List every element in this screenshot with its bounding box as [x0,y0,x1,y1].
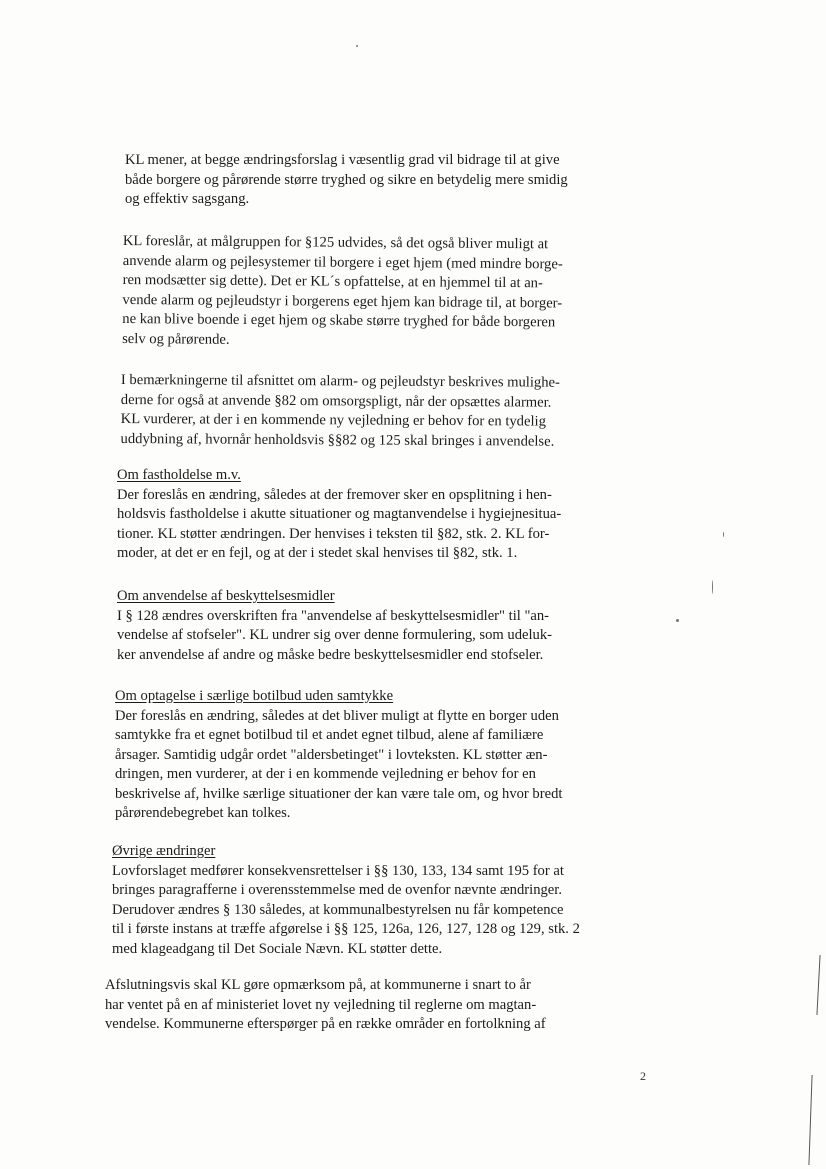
text-line: med klageadgang til Det Sociale Nævn. KL støtter dette. [112,940,443,957]
scan-speck [712,580,713,594]
text-line: anvende alarm og pejlesystemer til borgere i eget hjem (med mindre borge- [122,252,563,272]
text-line: og effektiv sagsgang. [125,191,250,207]
paragraph-intro [125,151,623,210]
section-botilbud [115,687,613,824]
paragraph-closing [105,976,603,1035]
text-line: tioner. KL støtter ændringen. Der henvises i teksten til §82, stk. 2. KL for- [117,525,550,542]
text-line: I bemærkningerne til afsnittet om alarm- og pejleudstyr beskrives mulighe- [120,371,560,391]
text-line: beskrivelse af, hvilke særlige situationer der kan være tale om, og hvor bredt [115,785,563,802]
text-line: KL vurderer, at der i en kommende ny vejledning er behov for en tydelig [120,410,546,430]
section-ovrige [112,842,610,959]
paragraph-remarks [121,371,619,452]
section-fastholdelse [117,466,615,564]
text-line: pårørendebegrebet kan tolkes. [115,805,291,821]
text-line: holdsvis fastholdelse i akutte situationer og magtanvendelse i hygiejnesitua- [117,506,562,522]
text-line: I § 128 ændres overskriften fra "anvendelse af beskyttelsesmidler" til "an- [117,607,550,624]
text-line: KL foreslår, at målgruppen for §125 udvides, så det også bliver muligt at [122,232,549,253]
text-line: uddybning af, hvornår henholdsvis §§82 og 125 skal bringes i anvendelse. [120,430,555,450]
text-line: både borgere og pårørende større tryghed og sikre en betydelig mere smidig [125,171,568,188]
page-number: 2 [640,1069,646,1083]
text-line: Der foreslås en ændring, således at det bliver muligt at flytte en borger uden [115,707,559,724]
text-line: moder, at det er en fejl, og at der i stedet skal henvises til §82, stk. 1. [117,545,518,561]
text-line: Der foreslås en ændring, således at der fremover sker en opsplitning i hen- [117,486,552,503]
text-line: selv og pårørende. [122,330,230,348]
text-line: KL mener, at begge ændringsforslag i væsentlig grad vil bidrage til at give [125,152,560,168]
text-line: Lovforslaget medfører konsekvensrettelser i §§ 130, 133, 134 samt 195 for at [112,862,564,879]
text-line: har ventet på en af ministeriet lovet ny vejledning til reglerne om magtan- [105,996,537,1013]
paragraph-target-group [122,232,621,353]
text-line: Afslutningsvis skal KL gøre opmærksom på, at kommunerne i snart to år [105,977,531,993]
section-beskyttelsesmidler [117,587,615,665]
text-line: dringen, men vurderer, at der i en kommende vejledning er behov for en [115,766,536,782]
scan-speck [356,45,358,47]
section-heading: Om optagelse i særlige botilbud uden samtykke [115,688,394,704]
section-heading: Øvrige ændringer [112,843,216,859]
text-line: ne kan blive boende i eget hjem og skabe større tryghed for både borgeren [122,310,556,331]
section-heading: Om anvendelse af beskyttelsesmidler [117,588,335,604]
scan-speck [723,532,724,537]
scan-speck [676,619,679,622]
text-line: ren modsætter sig dette). Det er KL´s opfattelse, at en hjemmel til at an- [122,271,543,292]
scan-edge-line [808,1075,812,1165]
text-line: vendelse. Kommunerne efterspørger på en række områder en fortolkning af [105,1016,546,1032]
text-line: vendelse af stofseler". KL undrer sig over denne formulering, som udeluk- [117,627,552,643]
text-line: ker anvendelse af andre og måske bedre beskyttelsesmidler end stofseler. [117,646,544,663]
section-heading: Om fastholdelse m.v. [117,467,241,483]
text-line: Derudover ændres § 130 således, at kommunalbestyrelsen nu får kompetence [112,901,564,918]
text-line: årsager. Samtidig udgår ordet "aldersbetinget" i lovteksten. KL støtter æn- [115,746,548,763]
text-line: derne for også at anvende §82 om omsorgspligt, når der opsættes alarmer. [120,391,552,411]
text-line: bringes paragrafferne i overensstemmelse med de ovenfor nævnte ændringer. [112,882,562,898]
scan-edge-line [816,955,820,1015]
text-line: til i første instans at træffe afgørelse i §§ 125, 126a, 126, 127, 128 og 129, stk. 2 [112,921,580,937]
text-line: samtykke fra et egnet botilbud til et andet egnet tilbud, alene af familiære [115,727,544,743]
text-line: vende alarm og pejleudstyr i borgerens eget hjem kan bidrage til, at borger- [122,291,563,311]
